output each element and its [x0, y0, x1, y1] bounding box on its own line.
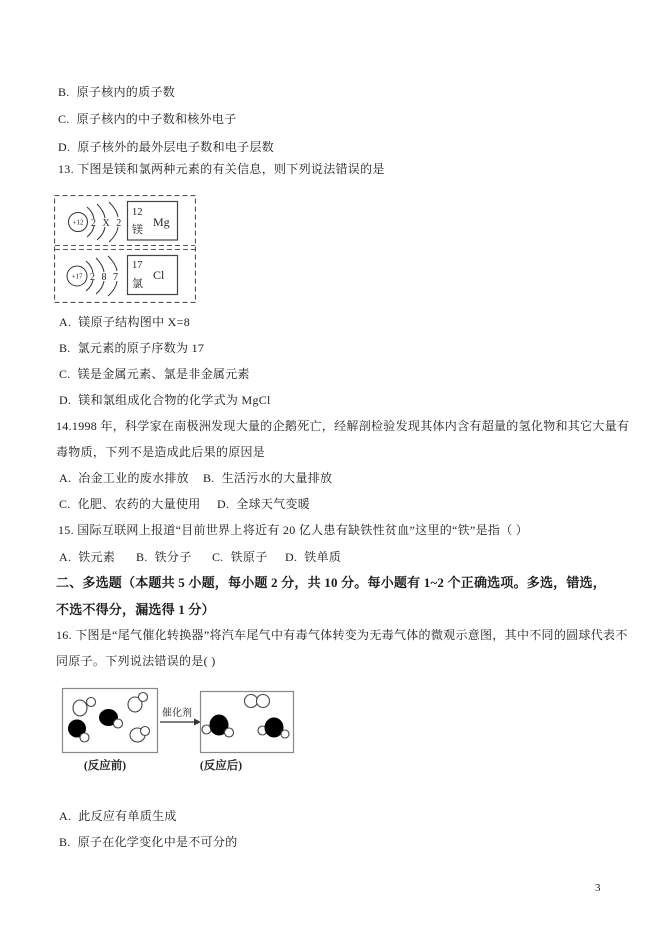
molecule-atom — [257, 695, 270, 708]
question-16-stem-line1: 16. 下图是“尾气催化转换器”将汽车尾气中有毒气体转变为无毒气体的微观示意图，其中不同的圆球代表不 — [56, 628, 628, 642]
option-a — [59, 549, 115, 566]
option-text: 镁是金属元素、氯是非金属元素 — [77, 367, 250, 381]
section-2-header-line2: 不选不得分，漏选得 1 分） — [56, 602, 215, 617]
option-text: 铁元素 — [78, 550, 116, 564]
option-label: D. — [59, 393, 72, 407]
electron-shell-arc — [96, 258, 104, 272]
option-label: A. — [59, 550, 72, 564]
option-label: B. — [203, 471, 215, 485]
option-text: 冶金工业的废水排放 — [78, 471, 189, 485]
option-b — [203, 470, 332, 487]
question-13-stem: 13. 下图是镁和氯两种元素的有关信息，则下列说法错误的是 — [58, 162, 385, 176]
option-row — [59, 392, 271, 409]
molecule-atom — [80, 733, 89, 742]
q16-reaction-diagram — [60, 680, 300, 776]
mg-atomic-number: 12 — [132, 207, 143, 218]
option-text: 此反应有单质生成 — [78, 809, 177, 823]
cl-element-symbol: Cl — [153, 268, 165, 282]
option-label: B. — [59, 341, 71, 355]
option-label: C. — [58, 112, 70, 126]
option-row — [58, 139, 274, 156]
option-text: 铁单质 — [304, 550, 342, 564]
option-label: A. — [59, 315, 72, 329]
molecule-atom — [225, 728, 234, 737]
molecule-atom — [139, 693, 148, 702]
option-label: D. — [217, 497, 230, 511]
option-text: 全球天气变暖 — [236, 497, 311, 511]
option-text: 原子核内的质子数 — [76, 85, 176, 99]
option-text: 原子核内的中子数和核外电子 — [76, 112, 237, 126]
option-label: D. — [285, 550, 298, 564]
option-text: 生活污水的大量排放 — [221, 471, 333, 485]
mg-element-name: 镁 — [132, 224, 143, 236]
option-text: 原子核外的最外层电子数和电子层数 — [77, 140, 275, 154]
option-label: B. — [58, 85, 70, 99]
electron-shell-arc — [108, 281, 117, 296]
option-text: 原子在化学变化中是不可分的 — [77, 835, 238, 849]
section-2-header-line1: 二、多选题（本题共 5 小题，每小题 2 分，共 10 分。每小题有 1~2 个正确选项。多选，错选， — [56, 575, 606, 590]
option-d — [285, 549, 341, 566]
after-reaction-label: (反应后) — [199, 760, 243, 772]
electron-shell-arc — [97, 204, 105, 218]
option-text: 化肥、农药的大量使用 — [77, 497, 201, 511]
option-text: 镁原子结构图中 X=8 — [78, 315, 191, 329]
option-row — [59, 340, 204, 357]
option-label: D. — [58, 140, 71, 154]
electron-shell-arc — [109, 227, 118, 242]
electron-shell-arc — [108, 256, 117, 271]
before-reaction-label: (反应前) — [83, 760, 127, 772]
molecule-atom — [141, 727, 150, 736]
option-b — [136, 549, 192, 566]
molecule-atom — [87, 698, 96, 707]
option-row — [59, 366, 250, 383]
option-label: C. — [59, 367, 71, 381]
option-a — [59, 470, 189, 487]
option-text: 铁原子 — [230, 550, 268, 564]
molecule-atom — [281, 730, 289, 738]
option-c — [59, 496, 201, 513]
catalyst-label: 催化剂 — [162, 708, 192, 719]
option-c — [212, 549, 268, 566]
q13-element-info-diagram — [54, 195, 196, 303]
option-row — [59, 834, 238, 851]
option-label: C. — [212, 550, 224, 564]
option-label: B. — [136, 550, 148, 564]
question-15-stem: 15. 国际互联网上报道“目前世界上将近有 20 亿人患有缺铁性贫血”这里的“铁”是指（ ） — [58, 523, 529, 537]
cl-element-name: 氯 — [132, 278, 143, 290]
option-label: A. — [59, 809, 72, 823]
option-row — [59, 808, 177, 825]
cl-shell-electrons: 2 8 7 — [90, 272, 120, 283]
molecule-atom — [73, 700, 87, 716]
option-row — [58, 111, 237, 128]
page-number: 3 — [595, 882, 601, 894]
mg-nucleus-charge: +12 — [72, 218, 84, 227]
option-row — [58, 84, 175, 101]
question-14-stem-line2: 毒物质，下列不是造成此后果的原因是 — [56, 445, 266, 459]
electron-shell-arc — [109, 202, 118, 217]
molecule-atom-black — [265, 718, 283, 737]
option-text: 氯元素的原子序数为 17 — [77, 341, 205, 355]
question-16-stem-line2: 同原子。下列说法错误的是( ) — [56, 654, 216, 668]
option-row — [59, 314, 190, 331]
cl-atomic-number: 17 — [132, 260, 143, 271]
molecule-atom — [114, 719, 123, 728]
cl-nucleus-charge: +17 — [71, 272, 83, 281]
question-14-stem-line1: 14.1998 年，科学家在南极洲发现大量的企鹅死亡，经解剖检验发现其体内含有超量的氢化物和其它大量有 — [56, 419, 630, 433]
molecule-atom — [245, 695, 258, 708]
mg-element-symbol: Mg — [153, 215, 170, 229]
option-text: 铁分子 — [154, 550, 192, 564]
mg-shell-electrons: 2 X 2 — [91, 218, 124, 229]
option-text: 镁和氯组成化合物的化学式为 MgCl — [78, 393, 271, 407]
option-label: B. — [59, 835, 71, 849]
option-d — [217, 496, 310, 513]
option-label: C. — [59, 497, 71, 511]
option-label: A. — [59, 471, 72, 485]
